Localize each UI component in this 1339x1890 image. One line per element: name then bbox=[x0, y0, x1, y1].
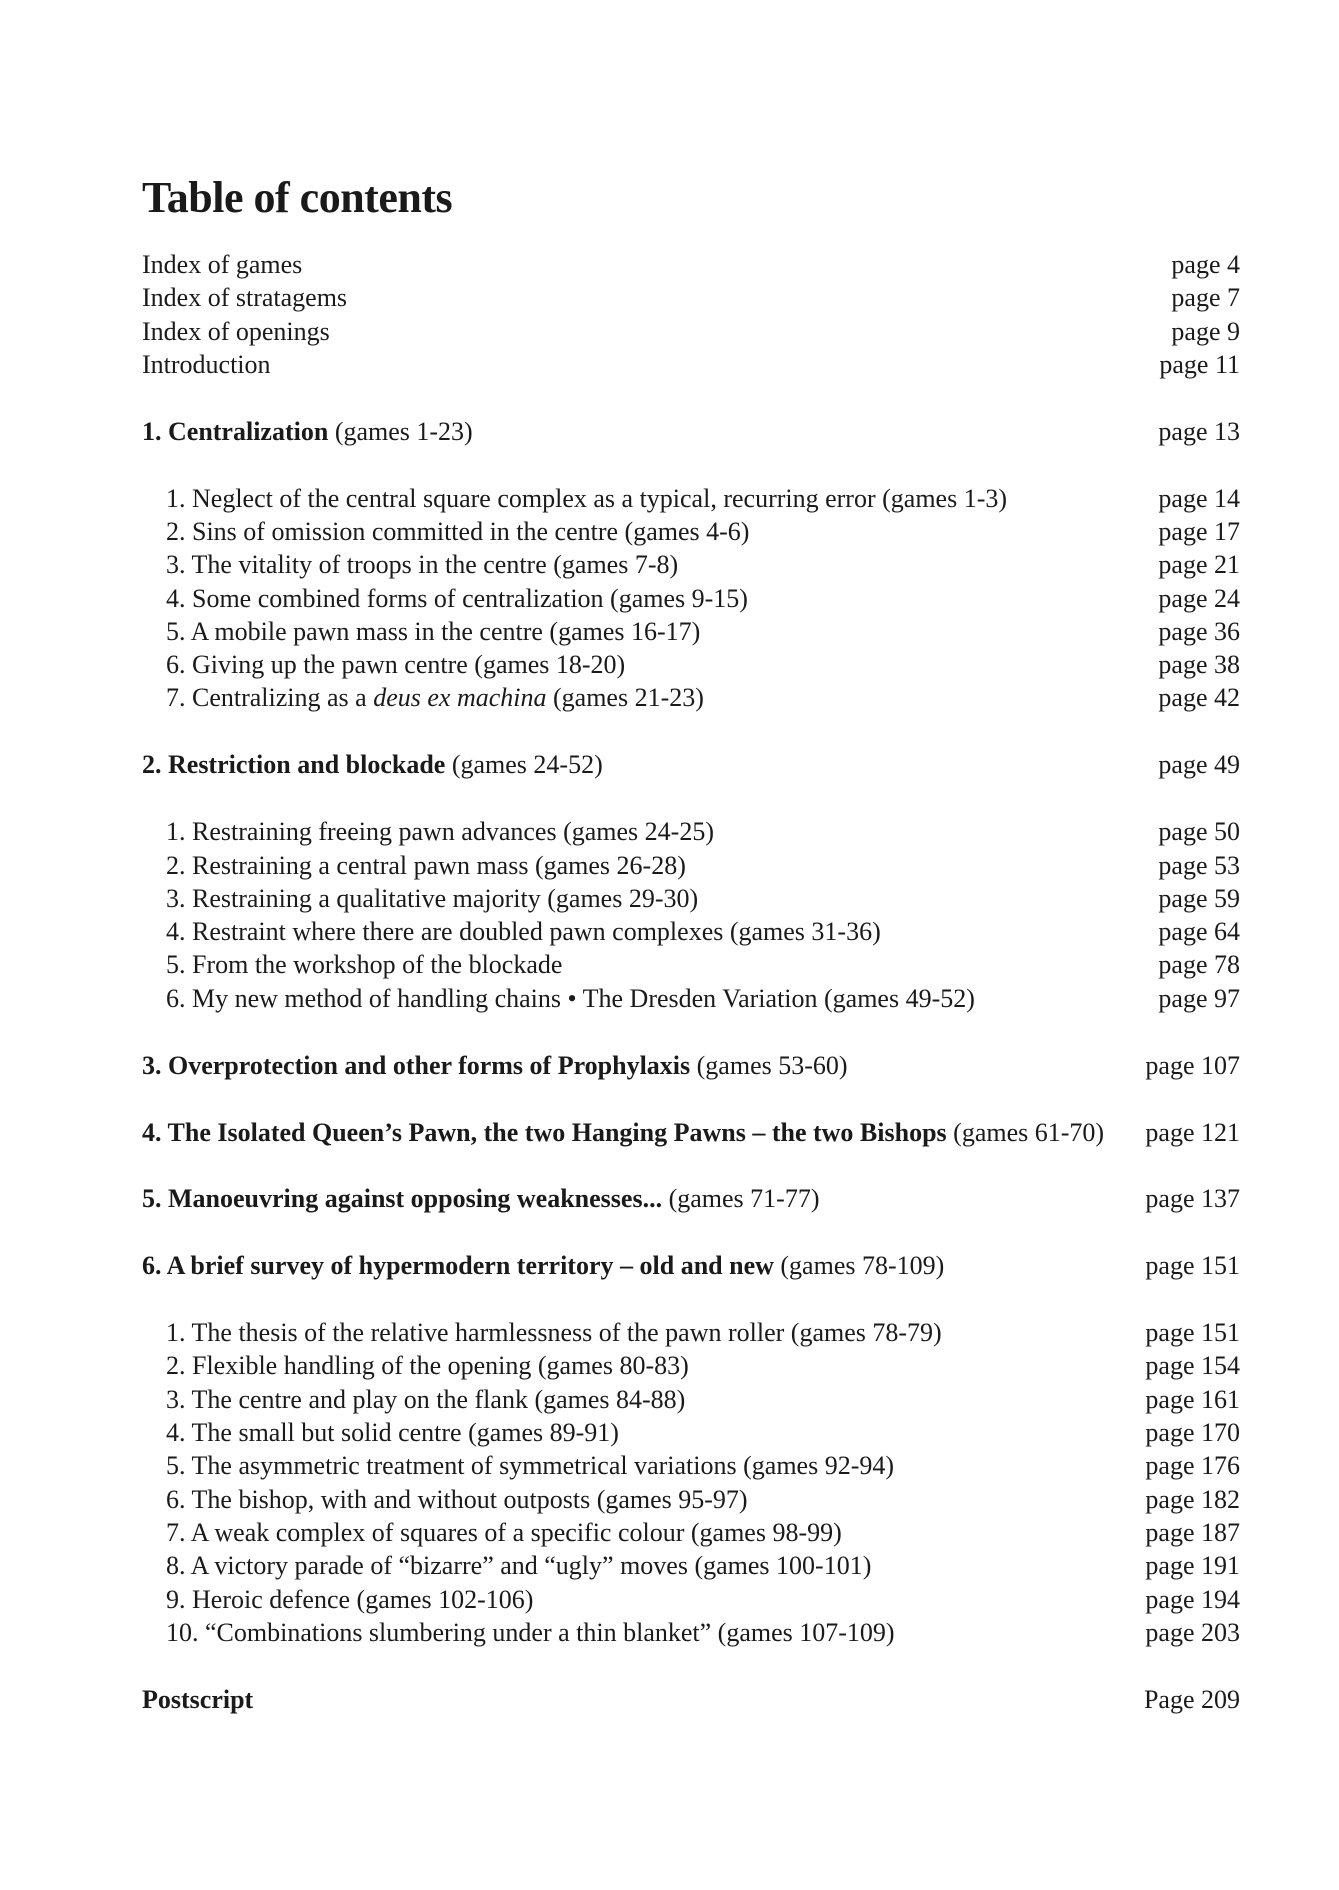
toc-section: 9. Heroic defence (games 102-106) page 194 bbox=[166, 1584, 1240, 1614]
chapter-heading: 5. Manoeuvring against opposing weaknesses... (games 71-77) page 137 bbox=[142, 1184, 1240, 1214]
toc-section: 5. From the workshop of the blockade page 78 bbox=[166, 950, 1240, 980]
toc-entry: Index of games page 4 bbox=[142, 250, 1240, 279]
chapter-games: (games 53-60) bbox=[696, 1050, 848, 1080]
toc-section: 4. Some combined forms of centralization (games 9-15) page 24 bbox=[166, 583, 1240, 613]
chapter-games: (games 71-77) bbox=[668, 1184, 820, 1214]
chapter-games: (games 24-52) bbox=[451, 750, 603, 780]
chapter-title: 2. Restriction and blockade bbox=[142, 750, 446, 780]
toc-section: 7. A weak complex of squares of a specific colour (games 98-99) page 187 bbox=[166, 1517, 1240, 1547]
toc-section: 2. Flexible handling of the opening (games 80-83) page 154 bbox=[166, 1351, 1240, 1381]
toc-section: 1. Restraining freeing pawn advances (games 24-25) page 50 bbox=[166, 817, 1240, 847]
table-of-contents bbox=[142, 248, 1240, 1716]
chapter-title: 1. Centralization bbox=[142, 416, 329, 446]
chapter-games: (games 1-23) bbox=[334, 416, 473, 446]
toc-section: 2. Sins of omission committed in the centre (games 4-6) page 17 bbox=[166, 516, 1240, 546]
chapter-title: 5. Manoeuvring against opposing weaknesses... bbox=[142, 1184, 663, 1214]
chapter-heading: 4. The Isolated Queen’s Pawn, the two Hanging Pawns – the two Bishops (games 61-70) page 121 bbox=[142, 1117, 1240, 1147]
toc-section: 8. A victory parade of “bizarre” and “ugly” moves (games 100-101) page 191 bbox=[166, 1551, 1240, 1581]
toc-section: 5. A mobile pawn mass in the centre (games 16-17) page 36 bbox=[166, 616, 1240, 646]
toc-section: 3. Restraining a qualitative majority (games 29-30) page 59 bbox=[166, 883, 1240, 913]
toc-section: 3. The vitality of troops in the centre (games 7-8) page 21 bbox=[166, 550, 1240, 580]
toc-section: 1. The thesis of the relative harmlessness of the pawn roller (games 78-79) page 151 bbox=[166, 1318, 1240, 1348]
chapter-games: (games 61-70) bbox=[953, 1117, 1105, 1147]
toc-section: 5. The asymmetric treatment of symmetrical variations (games 92-94) page 176 bbox=[166, 1451, 1240, 1481]
chapter-games: (games 78-109) bbox=[780, 1251, 945, 1281]
toc-section: 6. My new method of handling chains • The Dresden Variation (games 49-52) page 97 bbox=[166, 983, 1240, 1013]
toc-section: 7. Centralizing as a deus ex machina (games 21-23) page 42 bbox=[166, 683, 1240, 713]
chapter-heading: 1. Centralization (games 1-23) page 13 bbox=[142, 416, 1240, 446]
chapter-heading: 2. Restriction and blockade (games 24-52) page 49 bbox=[142, 750, 1240, 780]
toc-section: 4. Restraint where there are doubled pawn complexes (games 31-36) page 64 bbox=[166, 917, 1240, 947]
chapter-title: 3. Overprotection and other forms of Prophylaxis bbox=[142, 1050, 691, 1080]
page-title: Table of contents bbox=[142, 173, 453, 222]
toc-entry: Introduction page 11 bbox=[142, 349, 1240, 379]
chapter-heading: 6. A brief survey of hypermodern territory – old and new (games 78-109) page 151 bbox=[142, 1251, 1240, 1281]
toc-section: 2. Restraining a central pawn mass (games 26-28) page 53 bbox=[166, 850, 1240, 880]
toc-section: 6. The bishop, with and without outposts (games 95-97) page 182 bbox=[166, 1484, 1240, 1514]
chapter-title: 4. The Isolated Queen’s Pawn, the two Hanging Pawns – the two Bishops bbox=[142, 1117, 947, 1147]
toc-section: 6. Giving up the pawn centre (games 18-20) page 38 bbox=[166, 650, 1240, 680]
toc-section: 10. “Combinations slumbering under a thin blanket” (games 107-109) page 203 bbox=[166, 1617, 1240, 1647]
toc-section: 1. Neglect of the central square complex as a typical, recurring error (games 1-3) page 14 bbox=[166, 483, 1240, 513]
toc-entry: Index of openings page 9 bbox=[142, 316, 1240, 346]
toc-section: 3. The centre and play on the flank (games 84-88) page 161 bbox=[166, 1384, 1240, 1414]
postscript-entry: Postscript Page 209 bbox=[142, 1684, 1240, 1714]
toc-section: 4. The small but solid centre (games 89-91) page 170 bbox=[166, 1418, 1240, 1448]
toc-entry: Index of stratagems page 7 bbox=[142, 283, 1240, 313]
chapter-title: 6. A brief survey of hypermodern territory – old and new bbox=[142, 1251, 774, 1281]
chapter-heading: 3. Overprotection and other forms of Prophylaxis (games 53-60) page 107 bbox=[142, 1050, 1240, 1080]
